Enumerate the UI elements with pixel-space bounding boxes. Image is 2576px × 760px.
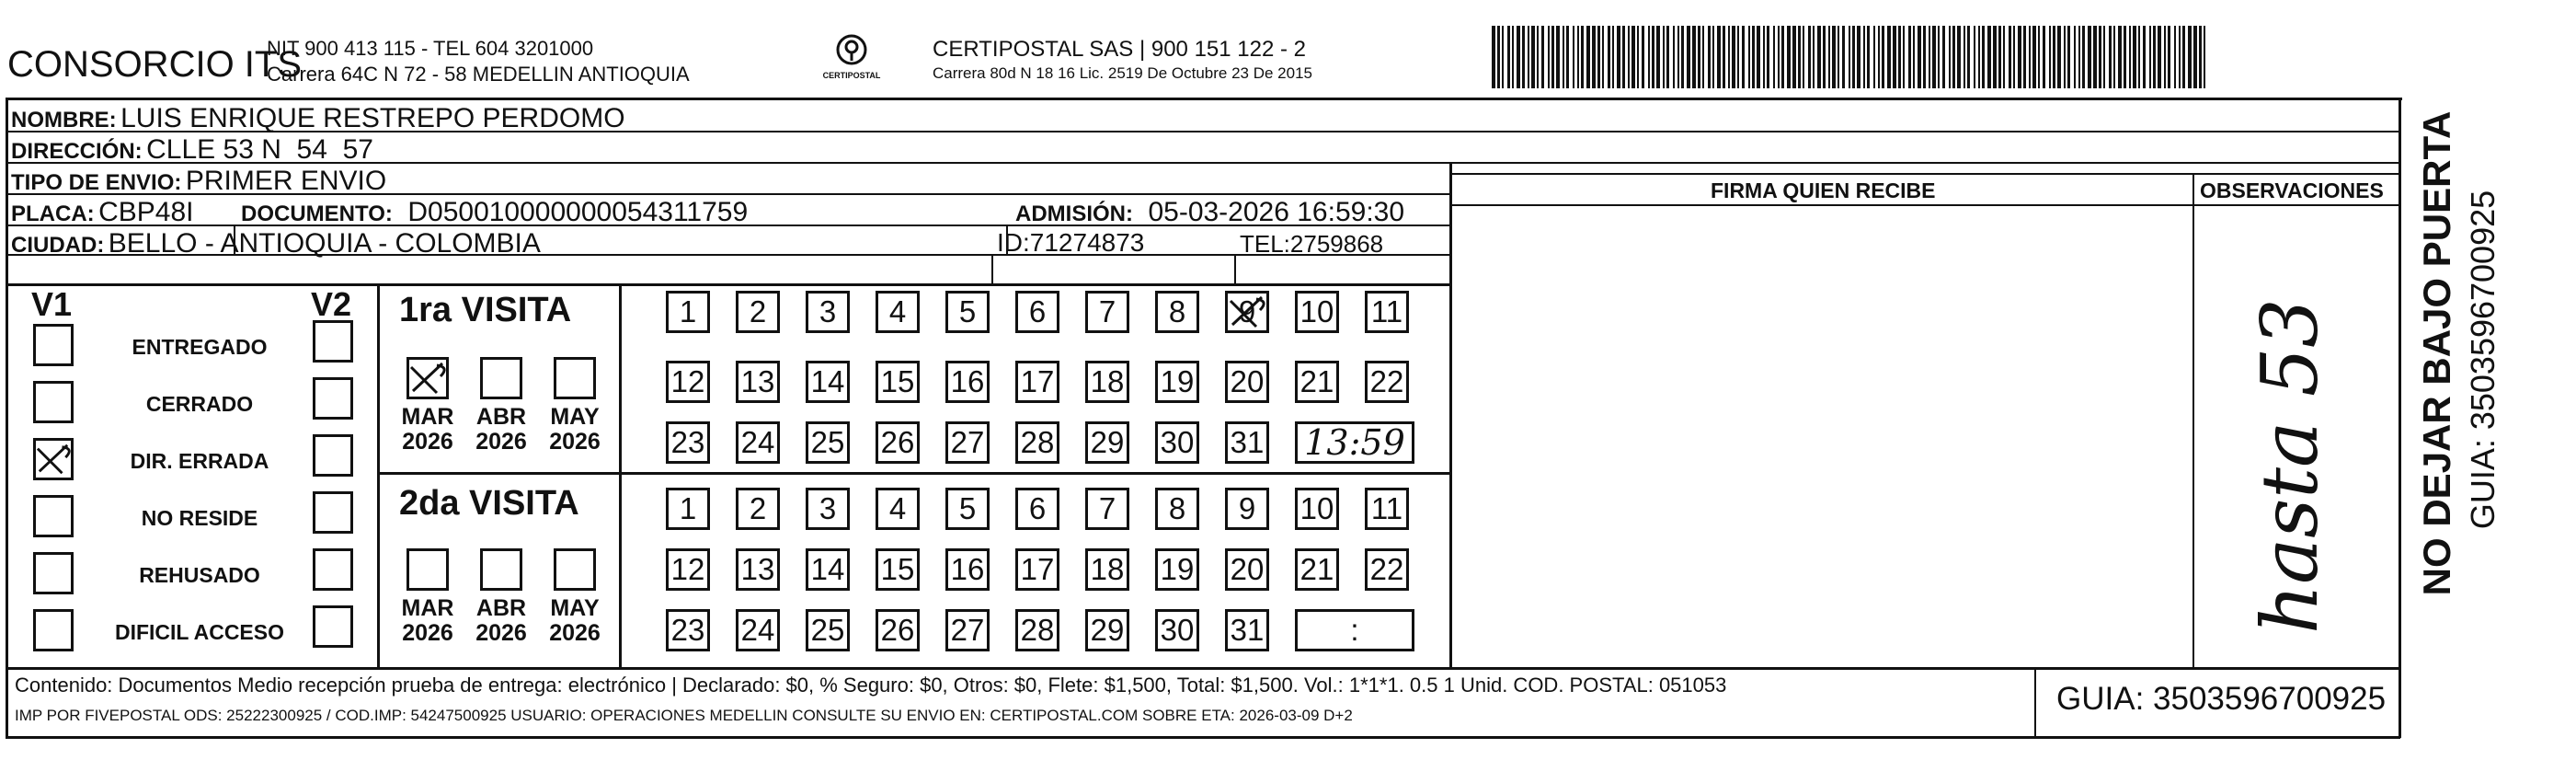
v1-checkbox[interactable] bbox=[33, 438, 74, 480]
status-label: CERRADO bbox=[145, 392, 254, 416]
day-cell[interactable]: 18 bbox=[1085, 548, 1129, 591]
direccion-label: DIRECCIÓN: bbox=[11, 139, 143, 164]
admision-value: 05-03-2026 16:59:30 bbox=[1148, 197, 1405, 227]
day-cell[interactable]: 19 bbox=[1155, 361, 1199, 403]
day-cell[interactable]: 23 bbox=[666, 609, 710, 651]
observaciones-header: OBSERVACIONES bbox=[2200, 178, 2384, 202]
side-text bbox=[2410, 110, 2511, 635]
ciudad-value: BELLO - ANTIOQUIA - COLOMBIA bbox=[108, 228, 541, 259]
tel-label: TEL: bbox=[1240, 230, 1290, 258]
day-cell[interactable]: 15 bbox=[876, 361, 920, 403]
ciudad-label: CIUDAD: bbox=[11, 233, 105, 258]
day-cell[interactable]: 31 bbox=[1225, 421, 1269, 464]
day-cell[interactable]: 16 bbox=[945, 361, 990, 403]
month-label bbox=[471, 405, 532, 455]
tipo-envio-label: TIPO DE ENVIO: bbox=[11, 170, 182, 195]
day-cell[interactable]: 11 bbox=[1365, 488, 1409, 530]
barcode bbox=[1492, 26, 2218, 88]
status-label: ENTREGADO bbox=[132, 335, 268, 359]
day-cell[interactable]: 14 bbox=[806, 361, 850, 403]
day-cell[interactable]: 2 bbox=[736, 488, 780, 530]
day-cell[interactable]: 3 bbox=[806, 291, 850, 333]
day-cell[interactable]: 4 bbox=[876, 488, 920, 530]
status-label: DIFICIL ACCESO bbox=[114, 620, 284, 644]
second-visit-title: 2da VISITA bbox=[399, 484, 579, 523]
day-cell[interactable]: 30 bbox=[1155, 421, 1199, 464]
v2-checkbox[interactable] bbox=[313, 434, 353, 477]
v1-checkbox[interactable] bbox=[33, 381, 74, 423]
day-cell[interactable]: 13 bbox=[736, 361, 780, 403]
company-address: Carrera 64C N 72 - 58 MEDELLIN ANTIOQUIA bbox=[267, 63, 690, 86]
side-guia: GUIA: 3503596700925 bbox=[2464, 190, 2502, 530]
month-checkbox[interactable] bbox=[480, 357, 522, 399]
observaciones-handwriting: hasta 53 bbox=[2245, 298, 2335, 634]
ciudad-field bbox=[11, 228, 541, 259]
month-name: ABR bbox=[475, 404, 527, 430]
month-label bbox=[397, 405, 458, 455]
company-name: CONSORCIO ITS bbox=[7, 44, 303, 85]
day-cell[interactable]: 27 bbox=[945, 421, 990, 464]
day-cell[interactable]: 26 bbox=[876, 421, 920, 464]
day-cell[interactable]: 1 bbox=[666, 291, 710, 333]
v1-checkbox[interactable] bbox=[33, 495, 74, 537]
day-cell[interactable]: 20 bbox=[1225, 548, 1269, 591]
placa-label: PLACA: bbox=[11, 202, 95, 226]
day-cell[interactable]: 18 bbox=[1085, 361, 1129, 403]
tel-field bbox=[1240, 230, 1383, 259]
day-cell[interactable]: 28 bbox=[1015, 609, 1059, 651]
month-name: MAR bbox=[401, 404, 454, 430]
day-cell[interactable]: 1 bbox=[666, 488, 710, 530]
company-nit: NIT 900 413 115 - TEL 604 3201000 bbox=[267, 37, 594, 60]
day-cell[interactable]: 10 bbox=[1295, 291, 1339, 333]
day-cell[interactable]: 24 bbox=[736, 421, 780, 464]
day-cell[interactable]: 24 bbox=[736, 609, 780, 651]
logo-icon bbox=[833, 33, 870, 66]
footer-contenido: Contenido: Documentos Medio recepción prueba de entrega: electrónico | Declarado: $0, % Seguro: $0, Otros: $0, Flete: $1,500, Total: $1,500. Vol.: 1*1*1. 0.5 1 Unid. COD. POSTAL: 051053 bbox=[15, 674, 1727, 697]
status-label: REHUSADO bbox=[139, 563, 260, 587]
month-year: 2026 bbox=[549, 429, 601, 455]
day-cell[interactable]: 17 bbox=[1015, 361, 1059, 403]
day-cell[interactable]: 14 bbox=[806, 548, 850, 591]
documento-field bbox=[241, 197, 748, 228]
v1-checkbox[interactable] bbox=[33, 609, 74, 651]
day-cell[interactable]: 8 bbox=[1155, 488, 1199, 530]
v2-checkbox[interactable] bbox=[313, 605, 353, 648]
day-cell[interactable]: 29 bbox=[1085, 421, 1129, 464]
day-cell[interactable]: 6 bbox=[1015, 291, 1059, 333]
day-cell[interactable]: 22 bbox=[1365, 361, 1409, 403]
day-cell[interactable]: 10 bbox=[1295, 488, 1339, 530]
day-cell[interactable]: 17 bbox=[1015, 548, 1059, 591]
footer-impresion: IMP POR FIVEPOSTAL ODS: 25222300925 / COD.IMP: 54247500925 USUARIO: OPERACIONES MEDELLIN CONSULTE SU ENVIO EN: CERTIPOSTAL.COM SOBRE ETA: 2026-03-09 D+2 bbox=[15, 707, 1353, 724]
day-cell[interactable]: 12 bbox=[666, 361, 710, 403]
month-year: 2026 bbox=[549, 620, 601, 646]
tipo-envio-field bbox=[11, 166, 386, 197]
day-cell[interactable]: 13 bbox=[736, 548, 780, 591]
v2-label: V2 bbox=[311, 285, 352, 323]
month-name: ABR bbox=[475, 595, 527, 621]
logo-text: CERTIPOSTAL bbox=[822, 71, 881, 80]
direccion-field bbox=[11, 134, 373, 166]
month-checkbox[interactable] bbox=[406, 357, 449, 399]
day-cell[interactable]: 4 bbox=[876, 291, 920, 333]
carrier-address: Carrera 80d N 18 16 Lic. 2519 De Octubre 23 De 2015 bbox=[933, 64, 1312, 82]
side-no-dejar: NO DEJAR BAJO PUERTA bbox=[2415, 110, 2458, 596]
day-cell[interactable]: 16 bbox=[945, 548, 990, 591]
month-year: 2026 bbox=[402, 429, 453, 455]
v2-checkbox[interactable] bbox=[313, 491, 353, 534]
certipostal-logo bbox=[813, 33, 890, 85]
day-cell[interactable]: 3 bbox=[806, 488, 850, 530]
month-year: 2026 bbox=[475, 429, 527, 455]
day-cell[interactable]: 25 bbox=[806, 421, 850, 464]
v2-checkbox[interactable] bbox=[313, 320, 353, 363]
nombre-value: LUIS ENRIQUE RESTREPO PERDOMO bbox=[120, 103, 625, 133]
day-cell[interactable]: 6 bbox=[1015, 488, 1059, 530]
day-cell[interactable]: 11 bbox=[1365, 291, 1409, 333]
day-cell[interactable]: 5 bbox=[945, 488, 990, 530]
day-cell[interactable]: 21 bbox=[1295, 548, 1339, 591]
id-value: 71274873 bbox=[1029, 228, 1145, 257]
time-field[interactable]: 13:59 bbox=[1295, 421, 1414, 464]
month-checkbox[interactable] bbox=[406, 548, 449, 591]
month-year: 2026 bbox=[475, 620, 527, 646]
day-cell[interactable]: 22 bbox=[1365, 548, 1409, 591]
day-cell[interactable]: 9 bbox=[1225, 488, 1269, 530]
documento-value: D050010000000054311759 bbox=[407, 197, 749, 227]
month-name: MAY bbox=[550, 595, 600, 621]
day-cell[interactable]: 29 bbox=[1085, 609, 1129, 651]
nombre-field bbox=[11, 103, 625, 134]
placa-value: CBP48I bbox=[98, 197, 194, 227]
month-year: 2026 bbox=[402, 620, 453, 646]
direccion-value: CLLE 53 N 54 57 bbox=[146, 134, 373, 165]
status-label: DIR. ERRADA bbox=[130, 449, 269, 473]
placa-field bbox=[11, 197, 194, 228]
day-cell[interactable]: 20 bbox=[1225, 361, 1269, 403]
handwritten-check-mark bbox=[36, 441, 71, 478]
month-label bbox=[397, 596, 458, 646]
month-label bbox=[544, 405, 605, 455]
v2-checkbox[interactable] bbox=[313, 377, 353, 420]
documento-label: DOCUMENTO: bbox=[241, 202, 393, 226]
carrier-name: CERTIPOSTAL SAS | 900 151 122 - 2 bbox=[933, 37, 1306, 62]
handwritten-check-mark bbox=[409, 360, 446, 397]
id-field bbox=[997, 228, 1144, 258]
day-cell[interactable]: 19 bbox=[1155, 548, 1199, 591]
nombre-label: NOMBRE: bbox=[11, 108, 117, 132]
day-cell[interactable]: 27 bbox=[945, 609, 990, 651]
day-cell[interactable]: 2 bbox=[736, 291, 780, 333]
v1-label: V1 bbox=[31, 285, 73, 323]
first-visit-title: 1ra VISITA bbox=[399, 291, 572, 329]
day-cell[interactable]: 25 bbox=[806, 609, 850, 651]
month-checkbox[interactable] bbox=[554, 357, 596, 399]
day-cell[interactable]: 8 bbox=[1155, 291, 1199, 333]
tipo-envio-value: PRIMER ENVIO bbox=[185, 166, 387, 196]
day-cell[interactable]: 26 bbox=[876, 609, 920, 651]
admision-field bbox=[1015, 197, 1404, 228]
day-cell[interactable]: 28 bbox=[1015, 421, 1059, 464]
barcode-bar bbox=[2205, 26, 2209, 88]
month-name: MAY bbox=[550, 404, 600, 430]
admision-label: ADMISIÓN: bbox=[1015, 202, 1133, 226]
month-label bbox=[544, 596, 605, 646]
v1-checkbox[interactable] bbox=[33, 552, 74, 594]
firma-header: FIRMA QUIEN RECIBE bbox=[1711, 178, 1936, 202]
id-label: ID: bbox=[997, 228, 1030, 257]
day-cell[interactable]: 21 bbox=[1295, 361, 1339, 403]
month-checkbox[interactable] bbox=[554, 548, 596, 591]
day-cell[interactable]: 7 bbox=[1085, 291, 1129, 333]
day-cell[interactable]: 15 bbox=[876, 548, 920, 591]
day-cell[interactable]: 9 bbox=[1225, 291, 1269, 333]
time-field[interactable]: : bbox=[1295, 609, 1414, 651]
v1-checkbox[interactable] bbox=[33, 324, 74, 366]
tel-value: 2759868 bbox=[1289, 230, 1384, 258]
day-cell[interactable]: 30 bbox=[1155, 609, 1199, 651]
v2-checkbox[interactable] bbox=[313, 548, 353, 591]
month-checkbox[interactable] bbox=[480, 548, 522, 591]
month-name: MAR bbox=[401, 595, 454, 621]
status-label: NO RESIDE bbox=[141, 506, 258, 530]
day-cell[interactable]: 5 bbox=[945, 291, 990, 333]
day-cell[interactable]: 31 bbox=[1225, 609, 1269, 651]
footer-guia: GUIA: 3503596700925 bbox=[2056, 681, 2387, 717]
day-cell[interactable]: 12 bbox=[666, 548, 710, 591]
day-cell[interactable]: 7 bbox=[1085, 488, 1129, 530]
handwritten-check-mark bbox=[1228, 294, 1266, 330]
month-label bbox=[471, 596, 532, 646]
day-cell[interactable]: 23 bbox=[666, 421, 710, 464]
